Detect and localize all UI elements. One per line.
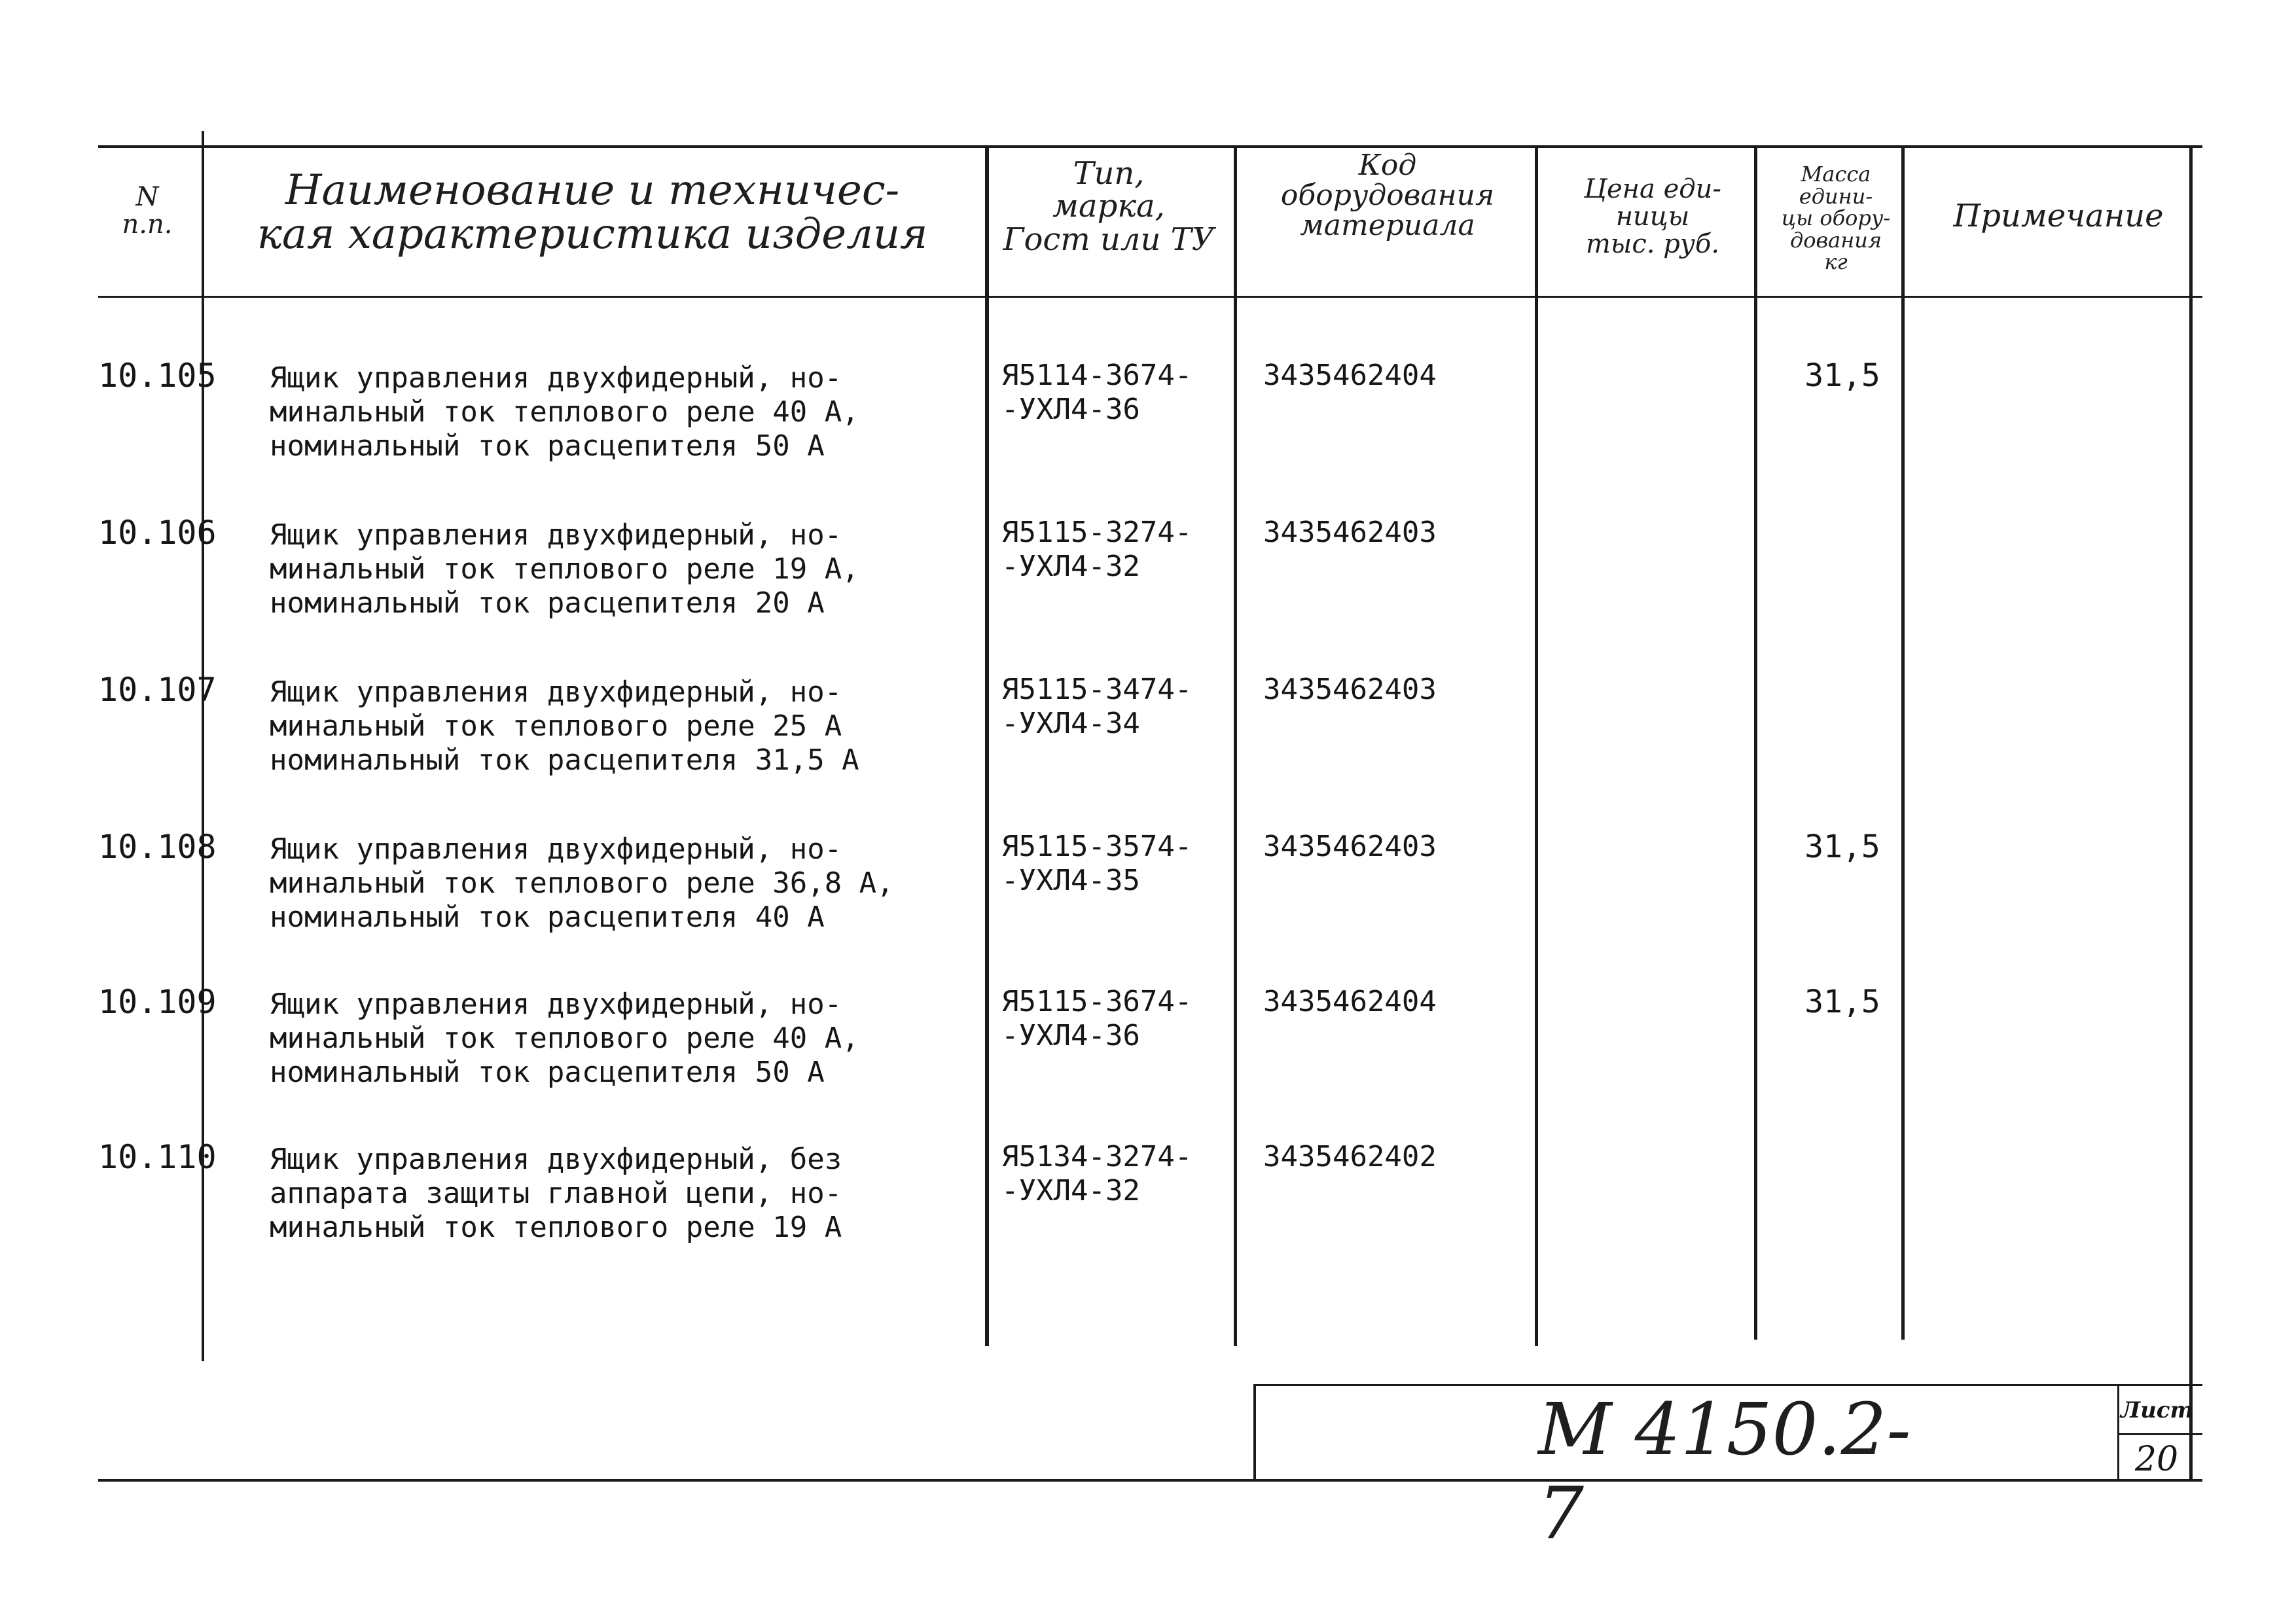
- col-divider-3: [1234, 145, 1237, 1346]
- row-code: 3435462403: [1263, 516, 1437, 549]
- header-type: Тип, марка, Гост или ТУ: [1003, 155, 1215, 258]
- row-name: Ящик управления двухфидерный, но- минальный ток теплового реле 19 А, номинальный ток расцепителя 20 А: [270, 518, 859, 620]
- row-type: Я5115-3674- -УХЛ4-36: [1001, 985, 1193, 1052]
- row-number: 10.105: [98, 357, 217, 395]
- row-type: Я5115-3274- -УХЛ4-32: [1001, 516, 1193, 583]
- header-number: N п.п.: [122, 182, 173, 240]
- row-code: 3435462403: [1263, 830, 1437, 863]
- row-type: Я5115-3574- -УХЛ4-35: [1001, 830, 1193, 897]
- col-divider-5: [1754, 145, 1757, 1340]
- document-code: М 4150.2-7: [1538, 1387, 1911, 1555]
- row-number: 10.110: [98, 1138, 217, 1176]
- sheet-label: Лист: [2121, 1397, 2194, 1423]
- header-name: Наименование и техничес- кая характеристика изделия: [257, 166, 928, 259]
- row-mass: 31,5: [1804, 984, 1880, 1020]
- row-type: Я5114-3674- -УХЛ4-36: [1001, 359, 1193, 426]
- col-divider-4: [1535, 145, 1538, 1346]
- title-block-top: [1253, 1384, 2202, 1386]
- table-right-border: [2189, 145, 2193, 1480]
- header-bottom-border: [98, 296, 2202, 298]
- row-number: 10.106: [98, 514, 217, 552]
- row-type: Я5134-3274- -УХЛ4-32: [1001, 1140, 1193, 1207]
- header-mass: Масса едини- цы обору- дования кг: [1781, 162, 1891, 275]
- header-code: Код оборудования материала: [1280, 149, 1495, 243]
- row-mass: 31,5: [1804, 829, 1880, 865]
- row-number: 10.108: [98, 828, 217, 866]
- sheet-box-left: [2117, 1386, 2119, 1479]
- header-note: Примечание: [1953, 198, 2164, 234]
- sheet-box-divider: [2117, 1433, 2202, 1435]
- row-name: Ящик управления двухфидерный, но- минальный ток теплового реле 36,8 А, номинальный ток расцепителя 40 А: [270, 832, 894, 934]
- row-code: 3435462403: [1263, 673, 1437, 706]
- row-number: 10.107: [98, 671, 217, 709]
- row-code: 3435462404: [1263, 985, 1437, 1018]
- row-code: 3435462404: [1263, 359, 1437, 392]
- row-code: 3435462402: [1263, 1140, 1437, 1173]
- table-top-border: [98, 145, 2202, 148]
- header-price: Цена еди- ницы тыс. руб.: [1584, 174, 1721, 259]
- col-divider-6: [1901, 145, 1905, 1340]
- row-name: Ящик управления двухфидерный, но- минальный ток теплового реле 40 А, номинальный ток расцепителя 50 А: [270, 361, 859, 463]
- title-block-left: [1253, 1384, 1256, 1479]
- row-name: Ящик управления двухфидерный, но- минальный ток теплового реле 25 А номинальный ток расцепителя 31,5 А: [270, 675, 859, 777]
- row-mass: 31,5: [1804, 357, 1880, 394]
- row-number: 10.109: [98, 983, 217, 1021]
- row-name: Ящик управления двухфидерный, но- минальный ток теплового реле 40 А, номинальный ток расцепителя 50 А: [270, 988, 859, 1089]
- sheet-number: 20: [2134, 1440, 2179, 1479]
- row-type: Я5115-3474- -УХЛ4-34: [1001, 673, 1193, 740]
- row-name: Ящик управления двухфидерный, без аппарата защиты главной цепи, но- минальный ток теплового реле 19 А: [270, 1143, 842, 1244]
- col-divider-1: [202, 131, 204, 1361]
